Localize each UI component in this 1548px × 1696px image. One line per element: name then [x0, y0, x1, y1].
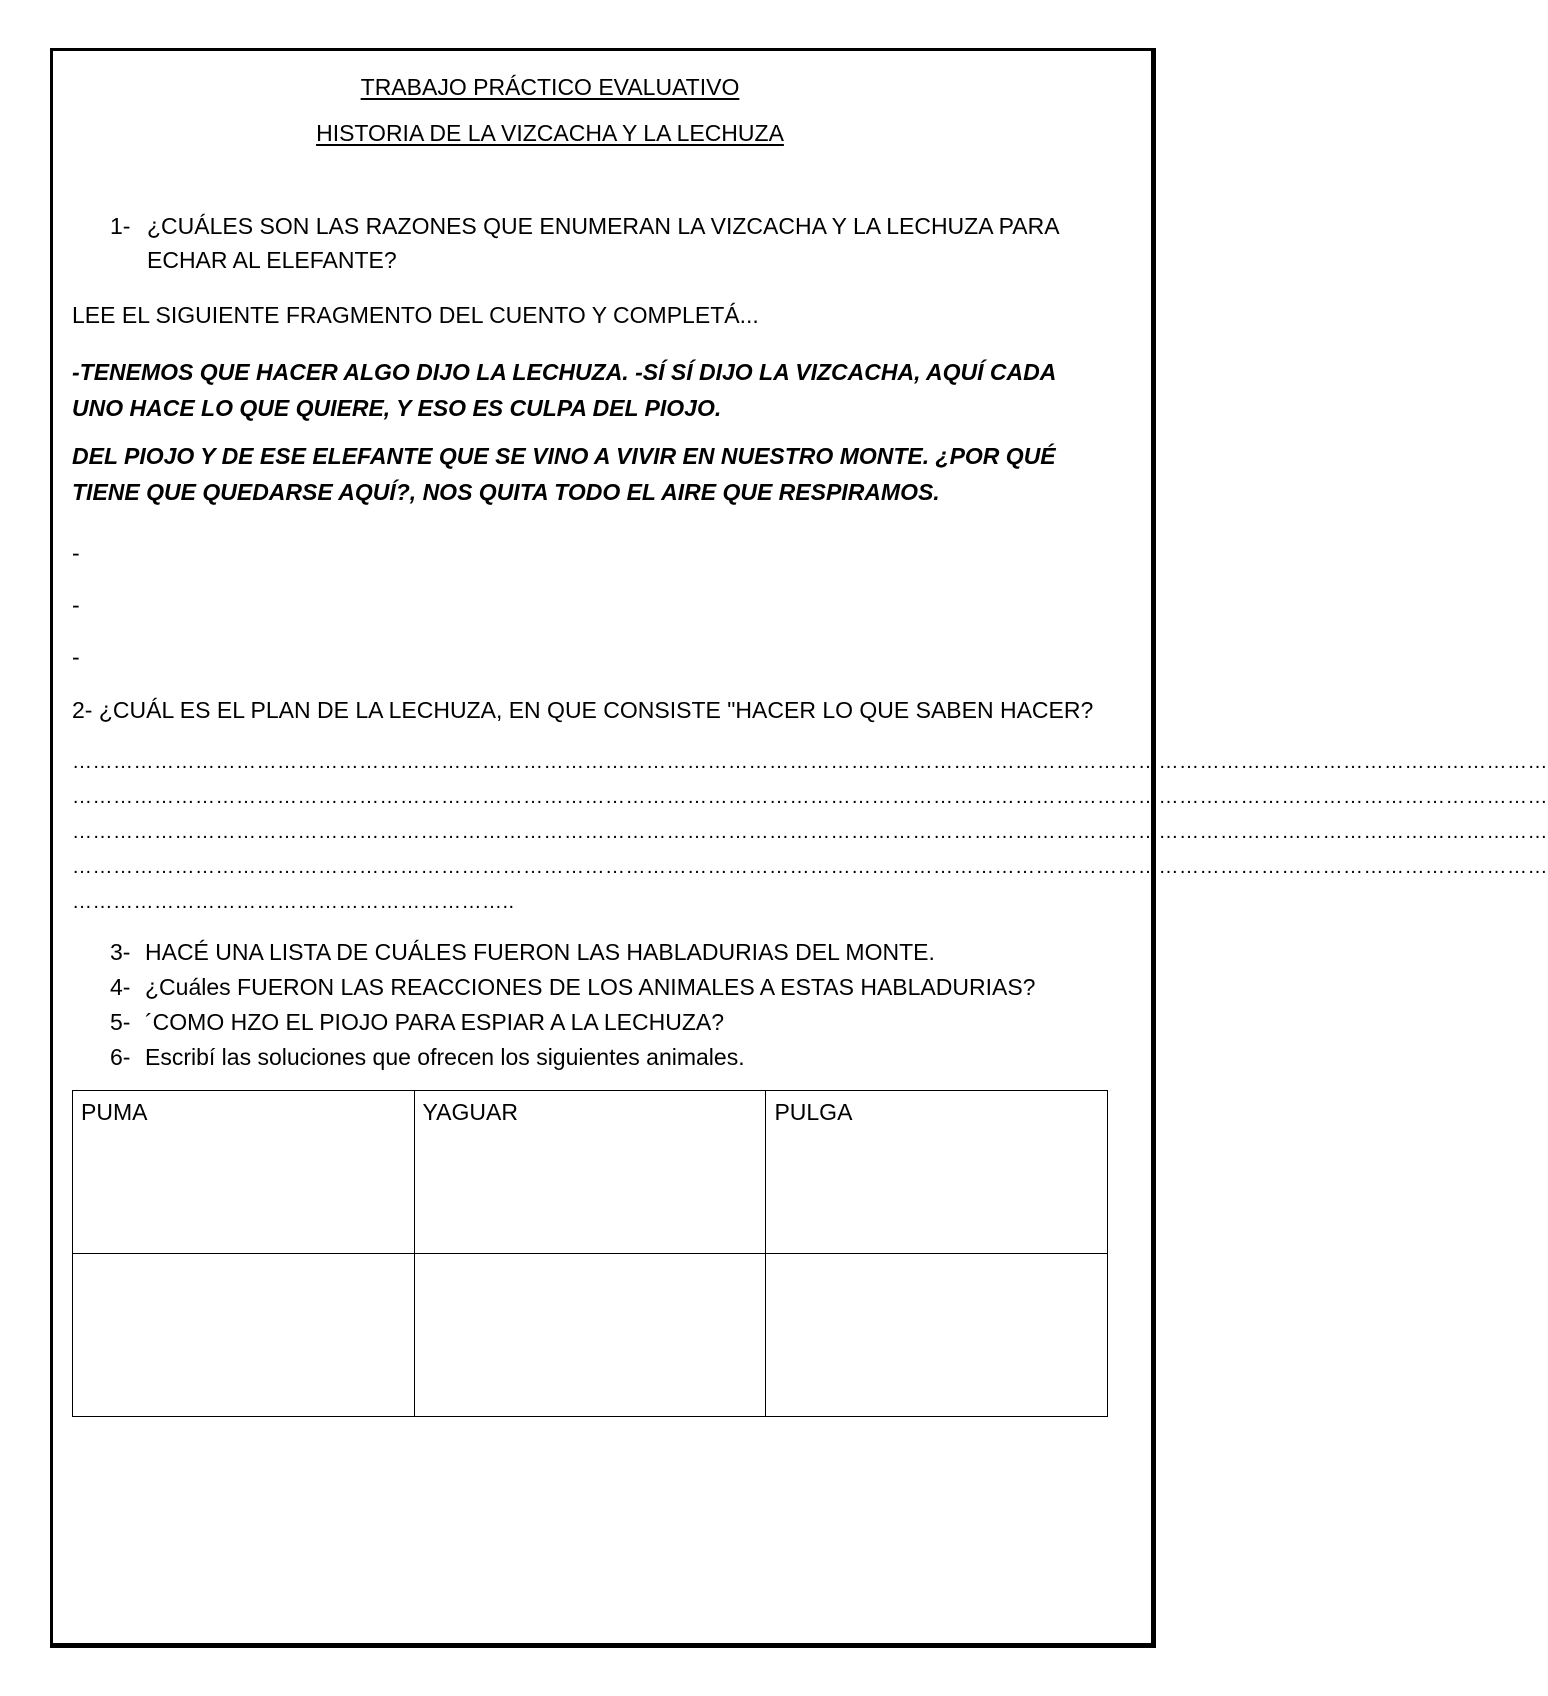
question-4: ¿Cuáles FUERON LAS REACCIONES DE LOS ANIMALES A ESTAS HABLADURIAS? [145, 974, 1036, 1000]
answer-line: ……………………………………………………….. [72, 891, 515, 913]
fragment-p2-line-2: TIENE QUE QUEDARSE AQUÍ?, NOS QUITA TODO EL AIRE QUE RESPIRAMOS. [72, 479, 940, 505]
question-6-number: 6- [110, 1044, 131, 1070]
table-cell [766, 1254, 1108, 1417]
table-cell [414, 1254, 766, 1417]
answer-blank: - [72, 540, 80, 566]
question-1-line-2: ECHAR AL ELEFANTE? [147, 247, 397, 273]
instruction: LEE EL SIGUIENTE FRAGMENTO DEL CUENTO Y COMPLETÁ... [72, 302, 759, 328]
answer-line: ……………………………………………………………………………………………………………………………………………………………………………………………… [72, 821, 1548, 843]
table-header-pulga: PULGA [766, 1091, 1108, 1254]
page-subtitle: HISTORIA DE LA VIZCACHA Y LA LECHUZA [316, 120, 784, 146]
table-header-puma: PUMA [73, 1091, 415, 1254]
question-2: 2- ¿CUÁL ES EL PLAN DE LA LECHUZA, EN QUE CONSISTE "HACER LO QUE SABEN HACER? [72, 697, 1094, 723]
question-4-number: 4- [110, 974, 131, 1000]
table-row [73, 1091, 1108, 1254]
answer-blank: - [72, 644, 80, 670]
question-5-number: 5- [110, 1009, 131, 1035]
table-row [73, 1254, 1108, 1417]
page-title: TRABAJO PRÁCTICO EVALUATIVO [360, 74, 740, 100]
table-cell [73, 1254, 415, 1417]
answer-line: ……………………………………………………………………………………………………………………………………………………………………………………………… [72, 786, 1548, 808]
animals-table [72, 1090, 1108, 1417]
question-3: HACÉ UNA LISTA DE CUÁLES FUERON LAS HABLADURIAS DEL MONTE. [145, 939, 935, 965]
question-5: ´COMO HZO EL PIOJO PARA ESPIAR A LA LECHUZA? [145, 1009, 724, 1035]
question-1-number: 1- [110, 213, 131, 239]
answer-blank: - [72, 592, 80, 618]
fragment-p1-line-2: UNO HACE LO QUE QUIERE, Y ESO ES CULPA DEL PIOJO. [72, 395, 722, 421]
question-6: Escribí las soluciones que ofrecen los siguientes animales. [145, 1044, 745, 1070]
question-3-number: 3- [110, 939, 131, 965]
fragment-p1-line-1: -TENEMOS QUE HACER ALGO DIJO LA LECHUZA. -SÍ SÍ DIJO LA VIZCACHA, AQUÍ CADA [72, 359, 1057, 385]
answer-line: ……………………………………………………………………………………………………………………………………………………………………………………………… [72, 751, 1548, 773]
question-1-line-1: ¿CUÁLES SON LAS RAZONES QUE ENUMERAN LA VIZCACHA Y LA LECHUZA PARA [147, 213, 1060, 239]
table-header-yaguar: YAGUAR [414, 1091, 766, 1254]
fragment-p2-line-1: DEL PIOJO Y DE ESE ELEFANTE QUE SE VINO A VIVIR EN NUESTRO MONTE. ¿POR QUÉ [72, 443, 1056, 469]
answer-line: ……………………………………………………………………………………………………………………………………………………………………………………………… [72, 856, 1548, 878]
